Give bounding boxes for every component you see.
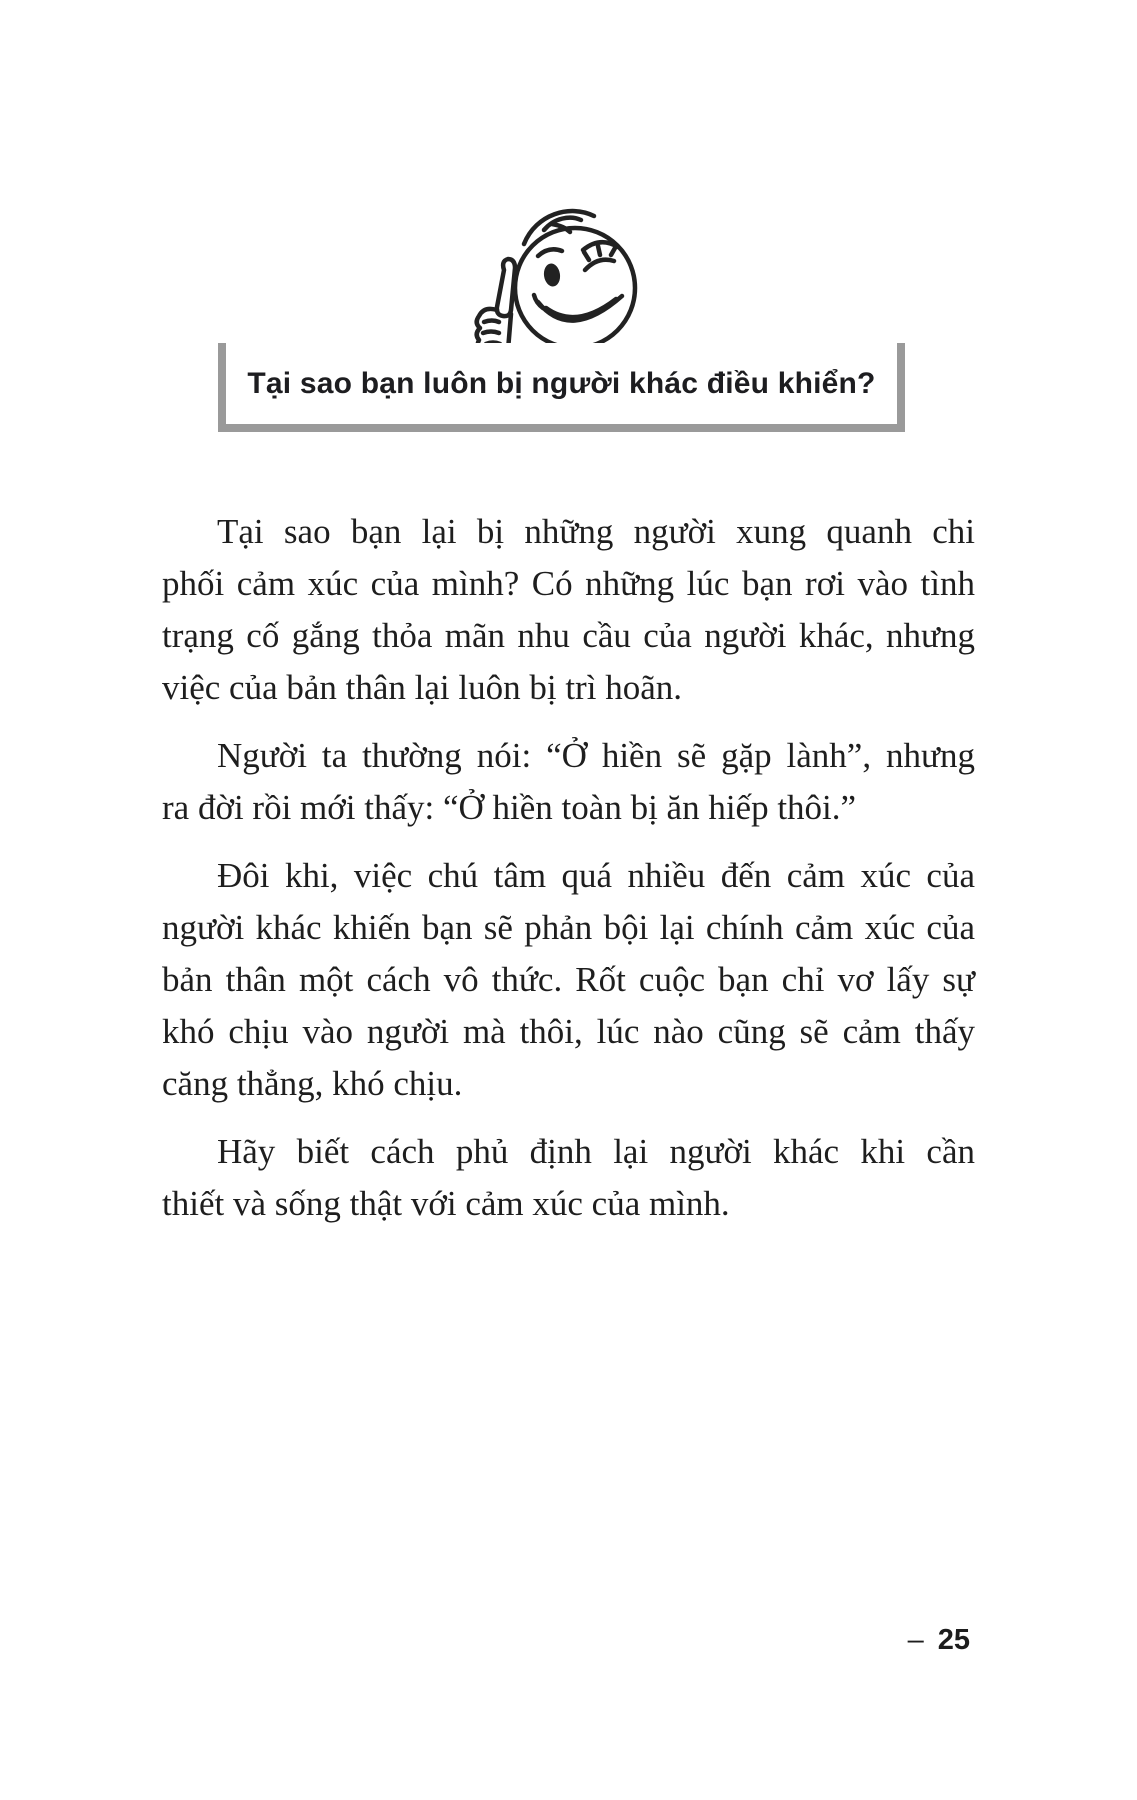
chapter-question-title: Tại sao bạn luôn bị người khác điều khiển? <box>247 367 876 400</box>
body-line: bản thân một cách vô thức. Rốt cuộc bạn chỉ vơ lấy sự <box>162 960 975 999</box>
body-line: Hãy biết cách phủ định lại người khác khi cần <box>217 1132 975 1171</box>
paragraph <box>162 730 975 834</box>
paragraph <box>162 1126 975 1230</box>
body-line: việc của bản thân lại luôn bị trì hoãn. <box>162 668 682 707</box>
body-line: phối cảm xúc của mình? Có những lúc bạn rơi vào tình <box>162 564 975 603</box>
page-number-value: 25 <box>937 1624 970 1656</box>
page-number-dash: – <box>907 1624 924 1656</box>
body-line: trạng cố gắng thỏa mãn nhu cầu của người khác, nhưng <box>162 616 975 655</box>
body-line: Tại sao bạn lại bị những người xung quanh chi <box>217 512 975 551</box>
page-number <box>840 1624 970 1657</box>
heading-box <box>218 343 905 432</box>
body-line: ra đời rồi mới thấy: “Ở hiền toàn bị ăn hiếp thôi.” <box>162 788 857 827</box>
body-line: Người ta thường nói: “Ở hiền sẽ gặp lành”, nhưng <box>217 736 975 775</box>
paragraph <box>162 506 975 714</box>
body-line: Đôi khi, việc chú tâm quá nhiều đến cảm xúc của <box>217 856 975 895</box>
body-line: căng thẳng, khó chịu. <box>162 1064 463 1103</box>
body-line: người khác khiến bạn sẽ phản bội lại chính cảm xúc của <box>162 908 975 947</box>
body-line: khó chịu vào người mà thôi, lúc nào cũng sẽ cảm thấy <box>162 1012 975 1051</box>
body-line: thiết và sống thật với cảm xúc của mình. <box>162 1184 730 1223</box>
paragraph <box>162 850 975 1110</box>
body-text <box>162 506 975 1246</box>
